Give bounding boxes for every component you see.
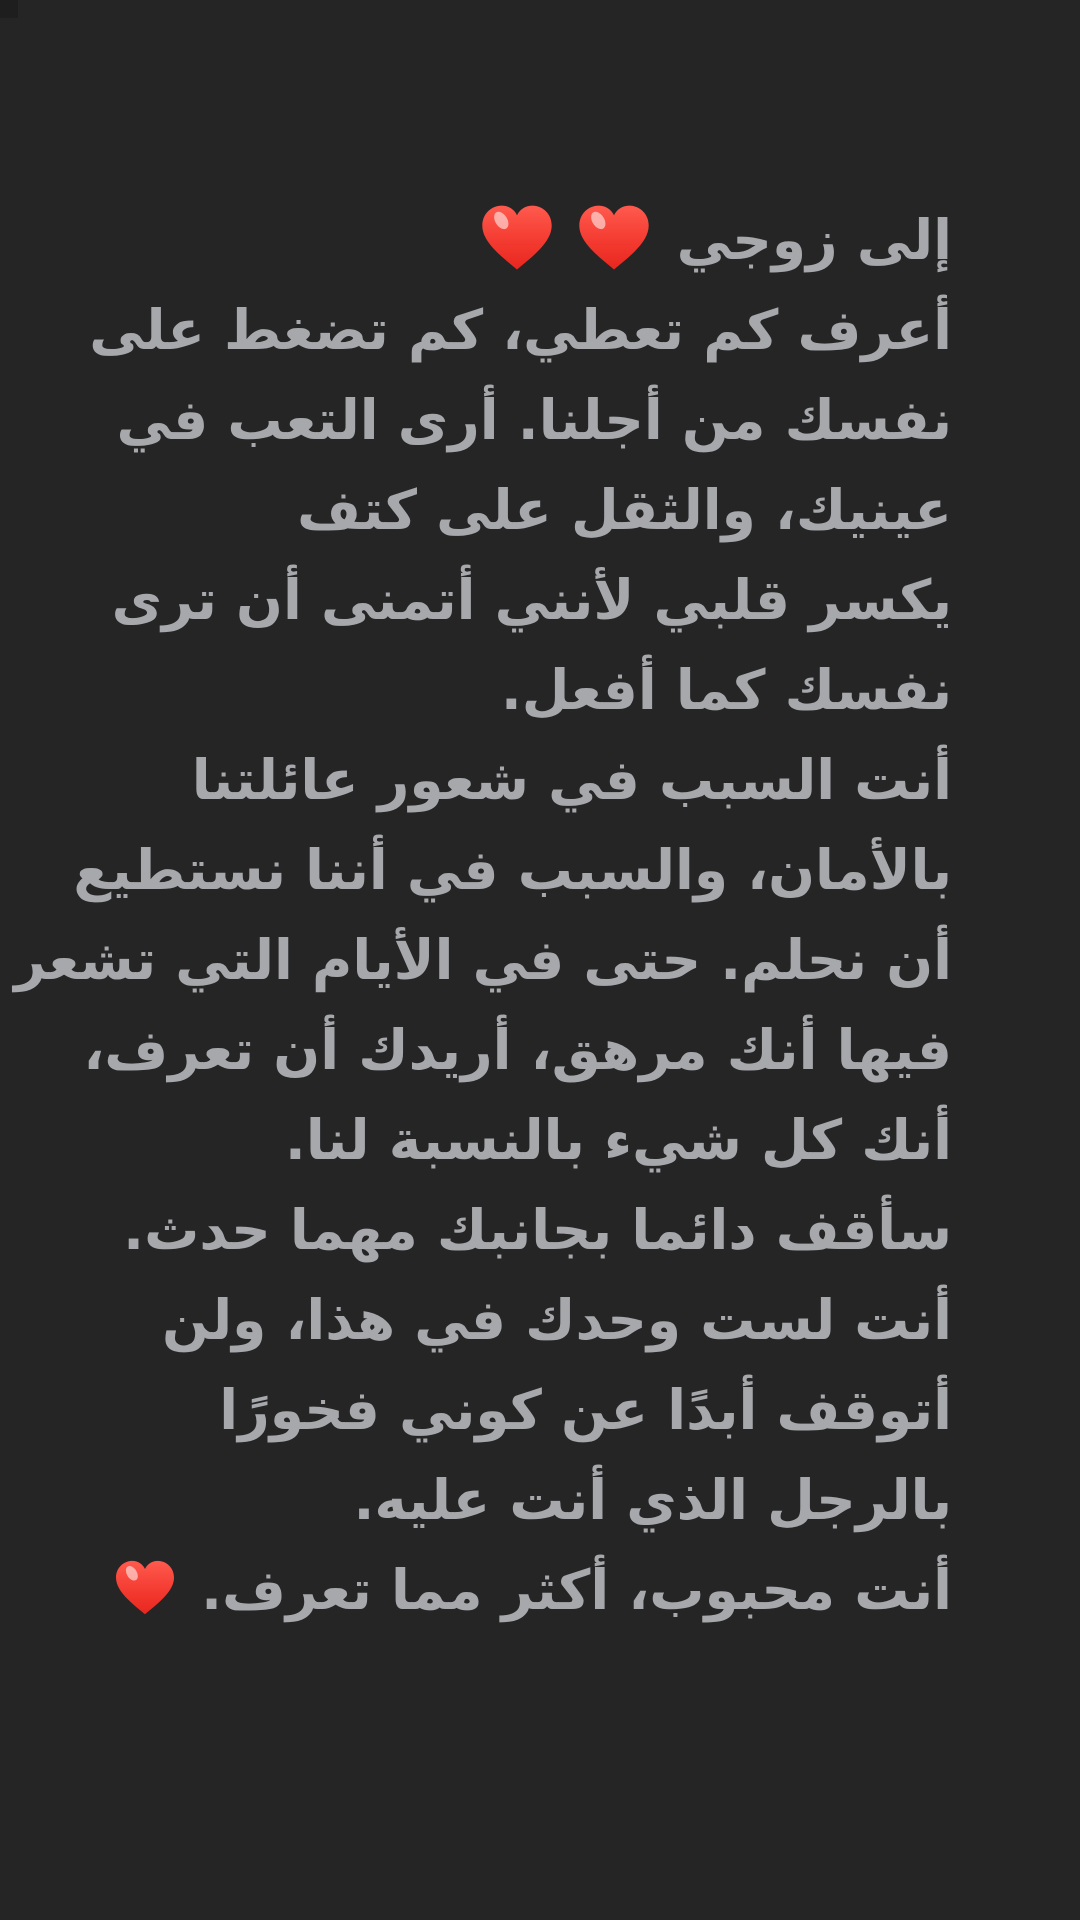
quote-line: [60, 375, 952, 465]
quote-line-text: أنت السبب في شعور عائلتنا: [191, 748, 952, 812]
quote-line: [60, 1185, 952, 1275]
quote-line-text: أنت لست وحدك في هذا، ولن: [162, 1288, 952, 1352]
quote-line-text: نفسك كما أفعل.: [500, 658, 952, 722]
quote-title-text: إلى زوجي: [676, 208, 952, 272]
quote-line: [60, 1095, 952, 1185]
quote-line: [60, 1005, 952, 1095]
red-heart-icon: [480, 203, 554, 273]
quote-line-text: أنت محبوب، أكثر مما تعرف.: [201, 1558, 952, 1622]
quote-line-text: بالأمان، والسبب في أننا نستطيع: [73, 838, 952, 902]
quote-line-text: عينيك، والثقل على كتف: [297, 478, 952, 542]
quote-line-text: فيها أنك مرهق، أريدك أن تعرف،: [83, 1018, 952, 1082]
quote-line: [60, 555, 952, 645]
quote-line: [60, 735, 952, 825]
quote-line-text: سأقف دائما بجانبك مهما حدث.: [123, 1198, 952, 1262]
quote-line: [60, 645, 952, 735]
quote-line: [60, 465, 952, 555]
quote-line-text: أنك كل شيء بالنسبة لنا.: [284, 1108, 952, 1172]
quote-line: [60, 1455, 952, 1545]
quote-line-text: بالرجل الذي أنت عليه.: [353, 1468, 952, 1532]
quote-line-text: أن نحلم. حتى في الأيام التي تشعر: [14, 928, 952, 992]
red-heart-icon: [114, 1559, 176, 1617]
quote-line-text: نفسك من أجلنا. أرى التعب في: [116, 388, 952, 452]
quote-line-text: يكسر قلبي لأنني أتمنى أن ترى: [111, 568, 952, 632]
quote-block: [14, 195, 952, 1635]
corner-artifact: [0, 0, 18, 18]
quote-line: [60, 285, 952, 375]
quote-line: [14, 915, 952, 1005]
quote-title-line: [60, 195, 952, 285]
quote-line: [60, 1365, 952, 1455]
quote-closing-line: [60, 1545, 952, 1635]
red-heart-icon: [577, 203, 651, 273]
quote-line-text: أعرف كم تعطي، كم تضغط على: [89, 298, 952, 362]
quote-line-text: أتوقف أبدًا عن كوني فخورًا: [219, 1378, 952, 1442]
quote-line: [60, 1275, 952, 1365]
quote-line: [60, 825, 952, 915]
